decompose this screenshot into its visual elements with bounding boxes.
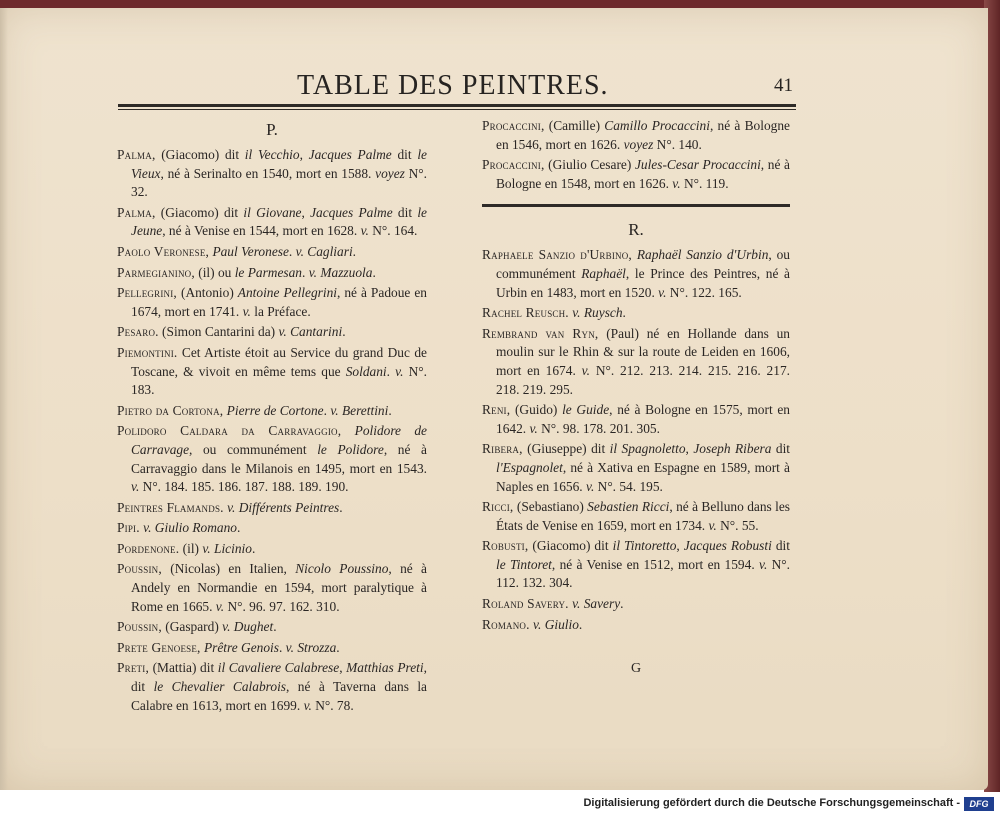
index-entry [482,440,790,496]
entry-text: (Giuseppe) dit [522,441,610,457]
entry-text: N°. 112. 132. 304. [496,556,790,591]
entry-text: (Sebastiano) [513,499,588,515]
entry-italic-text: Raphaël [581,265,626,281]
entry-text: dit [391,147,418,162]
entry-italic-text: Prêtre Genois [203,639,279,655]
header-rule-thin [118,109,796,110]
entry-text: , né à Venise en 1512, mort en 1594. [551,556,759,572]
entry-italic-text: il Vecchio [244,147,300,162]
entry-text: , dit [131,660,427,695]
entry-italic-text: Nicolo Poussino [295,561,389,577]
entry-text: N°. 55. [716,517,759,533]
entry-text: N°. 98. 178. 201. 305. [537,420,660,436]
entry-headword: Roland Savery. [482,596,569,612]
entry-italic-text: v. Giulio [533,616,579,632]
entry-text: , né à Taverna dans la Calabre en 1613, mort en 1699. [131,679,427,713]
entry-headword: Palma, [117,147,156,162]
signature-mark: G [630,661,642,677]
entry-italic-text: il Tintoretto [612,538,677,554]
entry-text: . [622,305,626,321]
index-entry [117,519,427,538]
entry-italic-text: v. [303,697,312,713]
dfg-logo: DFG [964,797,994,811]
entry-text: , né à Padoue en 1674, mort en 1741. [131,285,427,319]
index-entry [482,304,790,323]
entry-italic-text: le Polidore [317,441,384,457]
entry-headword: Polidoro Caldara da Carravaggio, [117,423,342,439]
page-gutter-shadow [0,8,8,790]
entry-italic-text: le Parmesan [234,264,303,280]
entry-italic-text: Jacques Robusti [683,538,772,554]
right-entry-list-continued [482,117,790,193]
entry-headword: Pordenone. [117,540,180,556]
entry-text: N°. 119. [680,175,729,191]
index-entry [117,323,427,342]
entry-text: , né à Carravaggio dans le Milanois en 1495, mort en 1543. [131,441,427,476]
entry-italic-text: v. Mazzuola [308,264,373,280]
entry-italic-text: v. Giulio Romano [143,520,238,536]
entry-text: . [278,639,286,655]
entry-headword: Romano. [482,616,530,632]
right-entry-list [482,246,790,634]
entry-italic-text: v. Savery [572,596,621,612]
entry-headword: Paolo Veronese, [117,243,210,259]
entry-text: (Simon Cantarini da) [158,324,279,340]
entry-text: N°. 54. 195. [594,478,663,494]
entry-italic-text: il Giovane [243,204,302,220]
entry-text: (Guido) [510,402,563,418]
entry-italic-text: le Chevalier Calabrois [153,679,286,695]
index-entry [117,146,427,202]
entry-text: . [273,619,277,635]
entry-italic-text: v. [360,223,369,239]
entry-headword: Prete Genoese, [117,639,201,655]
entry-italic-text: Antoine Pellegrini [237,285,337,301]
entry-headword: Pellegrini, [117,285,177,301]
entry-text: , ou communément [189,441,318,457]
left-column [117,117,427,717]
entry-italic-text: v. [708,517,717,533]
entry-text: , ou communément [496,247,790,281]
page-number: 41 [774,75,793,96]
entry-italic-text: Raphaël Sanzio d'Urbin [636,247,769,263]
index-entry [117,402,427,421]
entry-italic-text: Jules-Cesar Procaccini [634,157,761,173]
entry-headword: Rembrand van Ryn, [482,325,599,341]
index-entry [117,618,427,637]
entry-text: , né à Venise en 1544, mort en 1628. [162,223,361,239]
entry-headword: Procaccini, [482,118,545,133]
entry-italic-text: Polidore de Carravage [131,423,427,457]
left-entry-list [117,146,427,715]
index-entry [117,560,427,616]
entry-text: (Giulio Cesare) [544,157,635,173]
entry-italic-text: v. Cagliari [295,243,353,259]
entry-text: la Préface. [250,303,311,319]
entry-italic-text: le Jeune [131,204,427,239]
entry-text: dit [771,441,791,457]
entry-text: (Nicolas) en Italien, [161,561,296,577]
entry-italic-text: Joseph Ribera [693,441,772,457]
index-entry [117,422,427,496]
entry-italic-text: v. Licinio [202,540,252,556]
entry-text: N°. 122. 165. [666,284,742,300]
entry-text: , [676,538,684,554]
index-entry [482,616,790,635]
entry-italic-text: il Cavaliere Calabrese [217,660,340,676]
entry-text: . [336,639,340,655]
entry-italic-text: v. Dughet [222,619,274,635]
entry-text: , le Prince des Peintres, né à Urbin en 1483, mort en 1520. [496,265,790,300]
entry-text: (il) ou [194,264,235,280]
entry-italic-text: Jacques Palme [308,147,392,162]
entry-text: (Paul) né en Hollande dans un moulin sur le Rhin & sur la route de Leiden en 1606, mort en 1674. [496,325,791,378]
entry-text: , [299,147,309,162]
entry-italic-text: il Spagnoletto [609,441,686,457]
right-column [482,117,790,679]
entry-text: (Camille) [544,118,605,133]
entry-italic-text: v. Cantarini [278,324,343,340]
index-entry [117,284,427,321]
entry-text: , [339,660,347,676]
entry-italic-text: v. [672,175,681,191]
index-entry [117,540,427,559]
index-entry [482,117,790,154]
entry-text: (Antonio) [176,285,238,301]
entry-text: (Giacomo) dit [528,538,613,554]
entry-text: . [386,363,396,379]
page-title: TABLE DES PEINTRES. [297,70,609,101]
entry-italic-text: v. [658,284,667,300]
entry-headword: Poussin, [117,561,162,577]
index-entry [117,243,427,262]
entry-text: . [342,324,346,340]
entry-headword: Palma, [117,204,156,220]
entry-text: , né à Bologne en 1575, mort en 1642. [496,402,790,436]
entry-headword: Reni, [482,402,511,418]
entry-text: . [388,402,392,418]
entry-text: . [302,264,309,280]
entry-headword: Procaccini, [482,157,545,173]
index-entry [117,639,427,658]
entry-text: dit [771,538,790,554]
entry-text: N°. 212. 213. 214. 215. 216. 217. 218. 219. 295. [496,362,790,397]
entry-italic-text: v. [242,303,251,319]
entry-headword: Parmegianino, [117,264,195,280]
entry-italic-text: Paul Veronese [212,243,289,259]
index-entry [482,537,790,593]
entry-italic-text: le Vieux [131,147,427,181]
index-entry [482,156,790,193]
index-entry [117,344,427,400]
entry-text: dit [392,204,418,220]
entry-text: N°. 140. [653,136,702,152]
entry-text: . [578,616,583,632]
entry-text: (Mattia) dit [149,660,218,676]
entry-italic-text: v. [759,556,768,572]
entry-headword: Pesaro. [117,324,159,340]
entry-italic-text: v. [131,479,140,495]
entry-text: . [288,243,296,259]
entry-italic-text: v. Différents Peintres [227,499,340,515]
entry-italic-text: v. [529,420,538,436]
entry-headword: Pietro da Cortona, [117,402,224,418]
entry-text: . [323,402,331,418]
section-letter-p: P. [266,120,278,139]
entry-italic-text: l'Espagnolet [496,459,563,475]
entry-italic-text: Soldani [345,363,387,379]
entry-headword: Pipi. [117,520,140,536]
entry-italic-text: voyez [375,165,405,181]
entry-headword: Piemontini. [117,344,178,360]
entry-text: . [251,540,256,556]
entry-italic-text: Sebastien Ricci [587,499,670,515]
entry-text: , né à Andely en Normandie en 1594, mort paralytique à Rome en 1665. [131,561,427,614]
entry-italic-text: Camillo Procaccini [604,118,710,133]
entry-text: N°. 164. [368,223,418,239]
entry-text: Cet Artiste étoit au Service du grand Duc de Toscane, & vivoit en même tems que [131,344,427,379]
entry-text: , [685,441,694,457]
entry-text: N°. 183. [131,363,427,398]
entry-text: , [301,204,311,220]
entry-italic-text: v. [586,478,595,494]
entry-headword: Ribera, [482,441,523,457]
entry-italic-text: le Guide [562,402,610,418]
entry-text: . [339,499,343,515]
entry-text: N°. 96. 97. 162. 310. [224,598,340,614]
entry-italic-text: Matthias Preti [346,660,424,676]
entry-headword: Preti, [117,660,149,676]
entry-text: (Giacomo) dit [155,147,245,162]
entry-text: (il) [179,540,203,556]
entry-headword: Robusti, [482,538,529,554]
entry-italic-text: v. Berettini [330,402,389,418]
section-letter-r: R. [628,220,644,240]
entry-italic-text: Jacques Palme [310,204,393,220]
entry-text: , né à Belluno dans les États de Venise en 1659, mort en 1734. [496,499,790,533]
entry-headword: Poussin, [117,619,162,635]
entry-text: , né à Bologne en 1546, mort en 1626. [496,118,790,152]
entry-text: . [620,596,624,612]
footer-credit-text: Digitalisierung gefördert durch die Deutsche Forschungsgemeinschaft - [583,797,960,809]
entry-headword: Raphaele Sanzio d'Urbino, [482,247,632,263]
entry-text: . [352,243,357,259]
entry-italic-text: le Tintoret [496,556,552,572]
entry-text: N°. 78. [311,697,354,713]
entry-italic-text: v. Strozza [285,639,337,655]
entry-text: , né à Bologne en 1548, mort en 1626. [496,157,790,191]
header-rule-thick [118,104,796,107]
index-entry [117,499,427,518]
entry-text: , né à Xativa en Espagne en 1589, mort à Naples en 1656. [496,459,790,494]
entry-text: (Gaspard) [161,619,223,635]
entry-italic-text: Pierre de Cortone [226,402,324,418]
entry-text [341,423,354,438]
index-entry [482,246,790,302]
entry-text: . [237,520,241,536]
index-entry [117,659,427,715]
entry-italic-text: v. [581,362,590,378]
index-entry [482,595,790,614]
entry-headword: Rachel Reusch. [482,305,569,321]
entry-italic-text: voyez [623,136,654,152]
entry-text: (Giacomo) dit [155,204,244,220]
entry-headword: Ricci, [482,499,514,515]
entry-italic-text: v. Ruysch [572,305,623,321]
entry-text: N°. 184. 185. 186. 187. 188. 189. 190. [139,479,349,495]
index-entry [117,264,427,283]
index-entry [117,204,427,241]
index-entry [482,498,790,535]
entry-italic-text: v. [395,363,404,379]
entry-text: . [372,264,376,280]
entry-headword: Peintres Flamands. [117,499,224,515]
entry-italic-text: v. [215,598,225,614]
section-divider-rule [482,204,790,207]
entry-text: N°. 32. [131,165,427,200]
index-entry [482,325,790,399]
index-entry [482,401,790,438]
entry-text: , né à Serinalto en 1540, mort en 1588. [160,165,376,181]
